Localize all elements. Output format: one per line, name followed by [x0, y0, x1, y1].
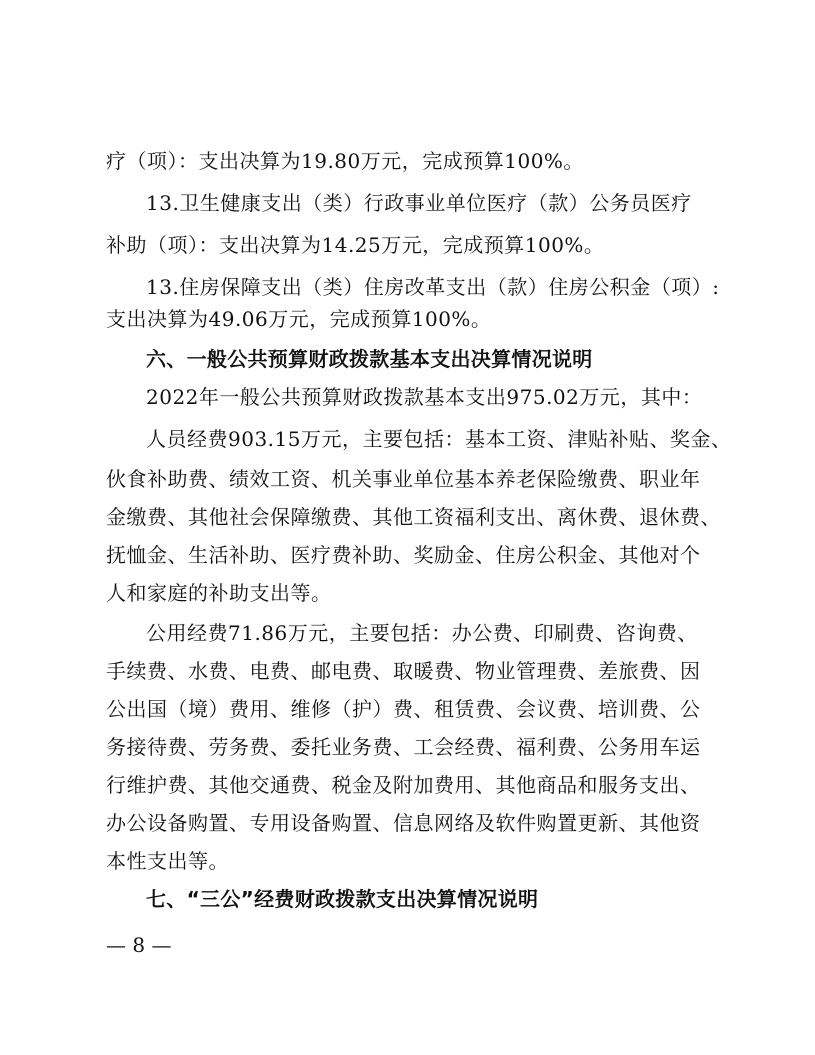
text-line-2: 13.卫生健康支出（类）行政事业单位医疗（款）公务员医疗 — [146, 191, 692, 215]
text-line-9: 伙食补助费、绩效工资、机关事业单位基本养老保险缴费、职业年 — [106, 467, 701, 491]
text-line-1: 疗（项）：支出决算为19.80万元，完成预算100%。 — [106, 149, 584, 173]
text-line-11: 抚恤金、生活补助、医疗费补助、奖励金、住房公积金、其他对个 — [106, 543, 701, 567]
section-heading-6: 六、一般公共预算财政拨款基本支出决算情况说明 — [146, 347, 593, 371]
text-line-14: 手续费、水费、电费、邮电费、取暖费、物业管理费、差旅费、因 — [106, 659, 701, 683]
text-line-4: 13.住房保障支出（类）住房改革支出（款）住房公积金（项）: — [146, 275, 720, 299]
text-line-3: 补助（项）：支出决算为14.25万元，完成预算100%。 — [106, 233, 605, 257]
page-number: — 8 — — [106, 933, 172, 957]
text-line-5: 支出决算为49.06万元，完成预算100%。 — [106, 307, 492, 331]
text-line-16: 务接待费、劳务费、委托业务费、工会经费、福利费、公务用车运 — [106, 735, 701, 759]
text-line-13: 公用经费71.86万元，主要包括：办公费、印刷费、咨询费、 — [146, 621, 698, 645]
text-line-18: 办公设备购置、专用设备购置、信息网络及软件购置更新、其他资 — [106, 811, 701, 835]
text-line-12: 人和家庭的补助支出等。 — [106, 581, 332, 605]
text-line-17: 行维护费、其他交通费、税金及附加费用、其他商品和服务支出、 — [106, 773, 701, 797]
section-heading-7: 七、“三公”经费财政拨款支出决算情况说明 — [146, 887, 539, 911]
text-line-7: 2022年一般公共预算财政拨款基本支出975.02万元，其中： — [146, 385, 703, 409]
text-line-8: 人员经费903.15万元，主要包括：基本工资、津贴补贴、奖金、 — [146, 427, 732, 451]
text-line-15: 公出国（境）费用、维修（护）费、租赁费、会议费、培训费、公 — [106, 697, 701, 721]
text-line-19: 本性支出等。 — [106, 849, 229, 873]
text-line-10: 金缴费、其他社会保障缴费、其他工资福利支出、离休费、退休费、 — [106, 505, 721, 529]
